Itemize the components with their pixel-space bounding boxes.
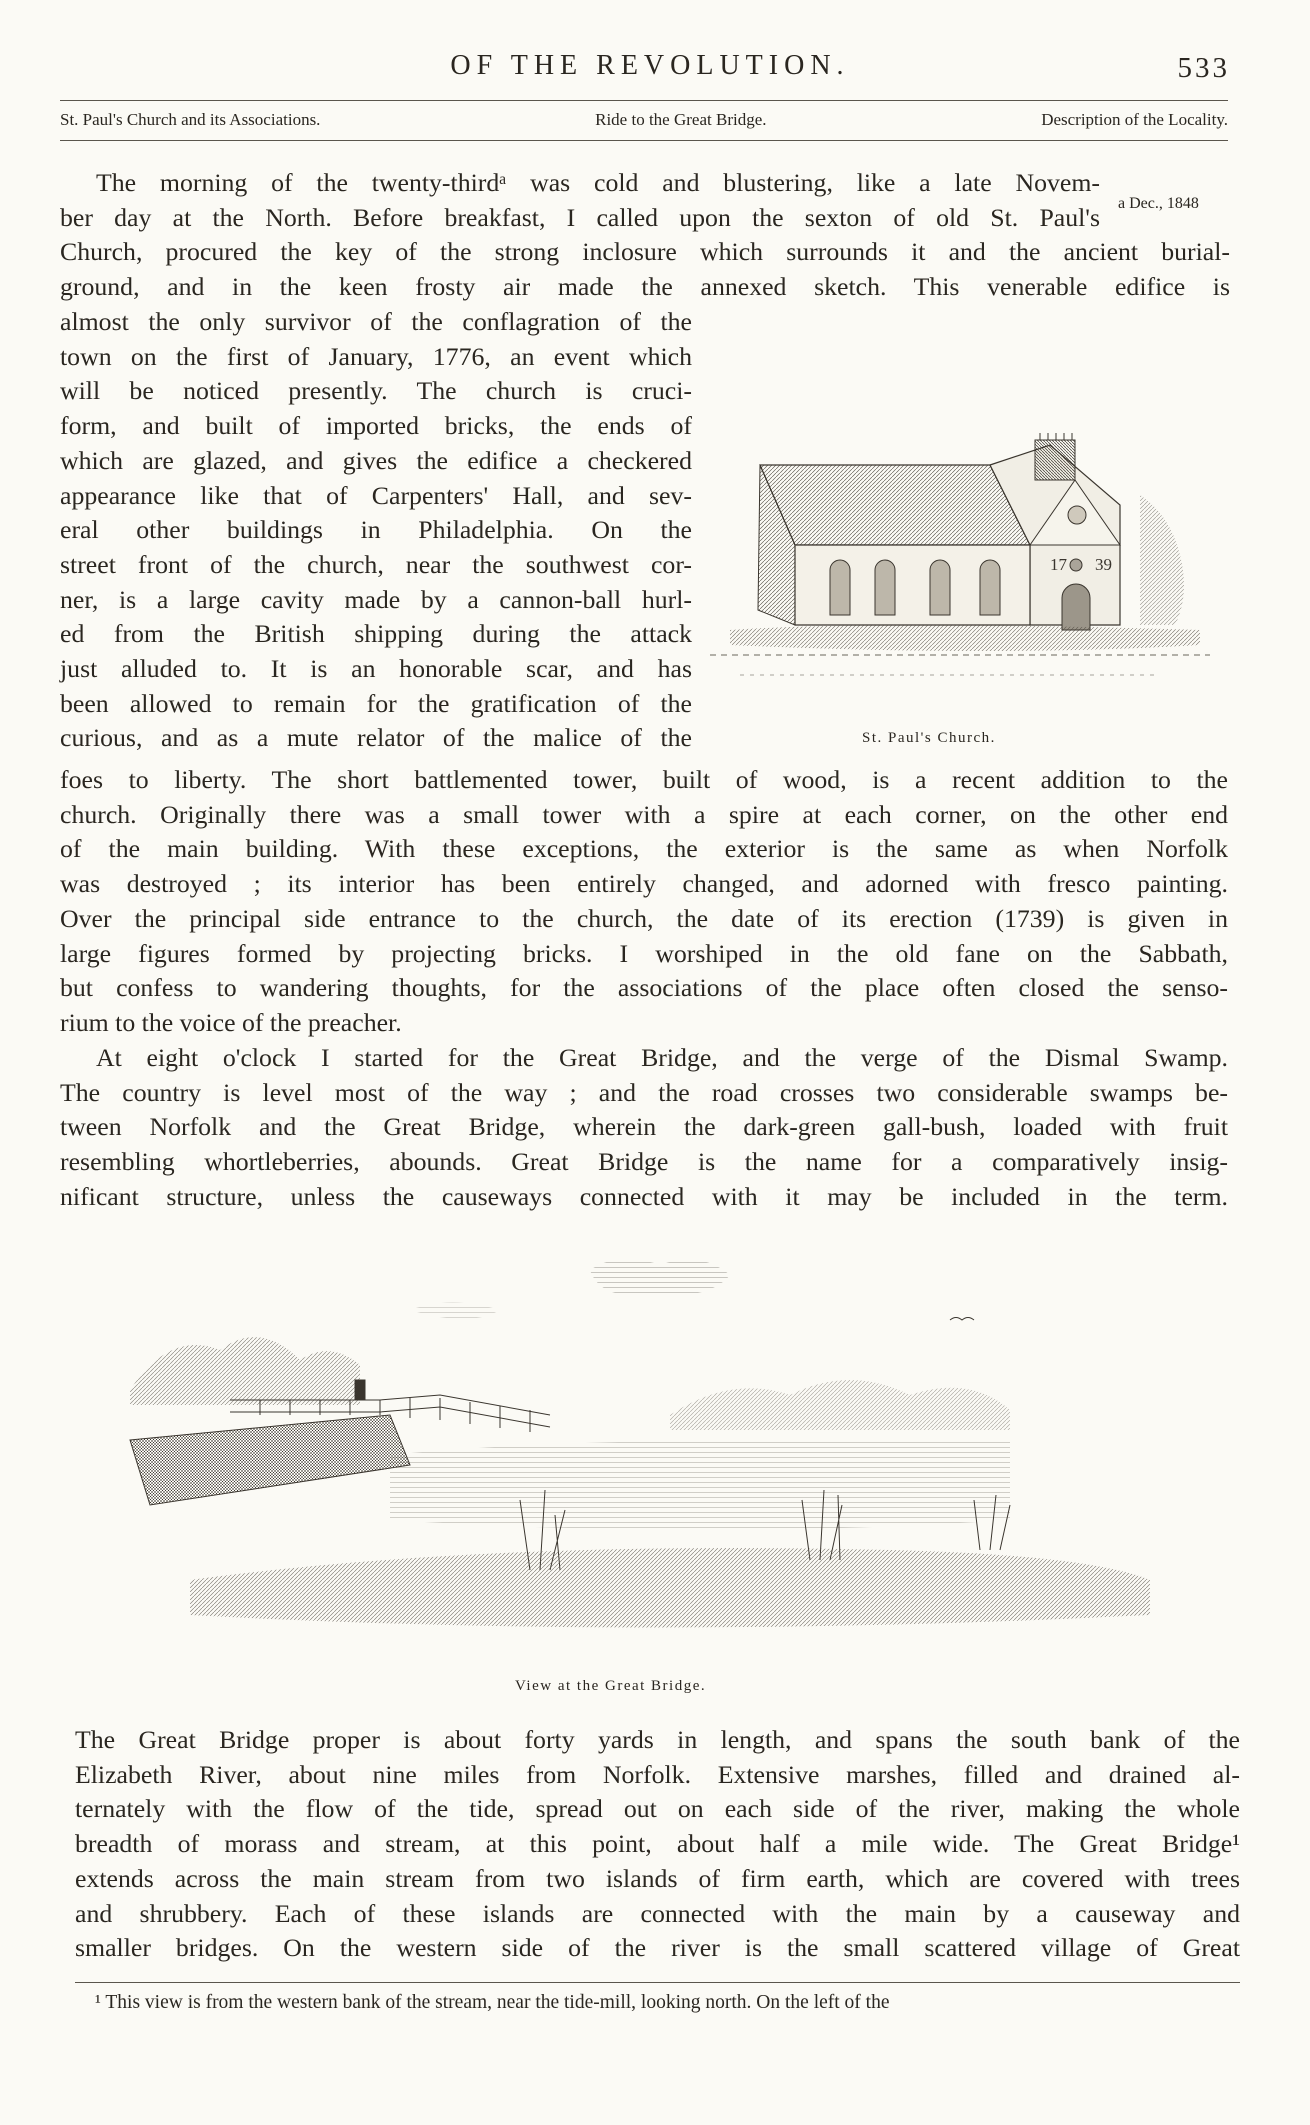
text-line: church. Originally there was a small tower with a spire at each corner, on the other end [60,799,1228,829]
topic-left: St. Paul's Church and its Associations. [60,110,321,129]
text-line: just alluded to. It is an honorable scar, and has [60,654,692,684]
text-line: nificant structure, unless the causeways connected with it may be included in the term. [60,1181,1228,1211]
cloud-icon [590,1259,730,1296]
bridge-caption: View at the Great Bridge. [515,1678,707,1694]
tree-right-icon [1140,495,1184,625]
text-line: and shrubbery. Each of these islands are connected with the main by a causeway and [75,1898,1240,1928]
text-line: ner, is a large cavity made by a cannon-ball hurl- [60,584,692,614]
church-date-right: 39 [1095,555,1112,574]
text-line: will be noticed presently. The church is cruci- [60,376,692,406]
header-rule-top [60,100,1228,101]
church-engraving-svg [700,385,1220,725]
text-line: Elizabeth River, about nine miles from Norfolk. Extensive marshes, filled and drained al- [75,1759,1240,1789]
paragraph-1-continued [60,763,1228,1041]
text-line: Church, procured the key of the strong inclosure which surrounds it and the ancient burial- [60,237,1230,267]
margin-note: a Dec., 1848 [1118,195,1199,212]
text-line: form, and built of imported bricks, the ends of [60,411,692,441]
great-bridge-illustration [110,1240,1190,1670]
bird-icon [950,1318,974,1321]
church-caption: St. Paul's Church. [862,730,996,746]
footnote: ¹ This view is from the western bank of the stream, near the tide-mill, looking north. On the left of the [95,1992,890,2013]
paragraph-3 [75,1723,1240,1966]
topic-subheads [60,110,1228,130]
text-line: smaller bridges. On the western side of the river is the small scattered village of Great [75,1933,1240,1963]
text-line: The morning of the twenty-thirdᵃ was cold and blustering, like a late Novem- [96,168,1100,197]
text-line: resembling whortleberries, abounds. Great Bridge is the name for a comparatively insig- [60,1147,1228,1177]
text-line: At eight o'clock I started for the Great Bridge, and the verge of the Dismal Swamp. [96,1043,1228,1072]
paragraph-1-opening [60,166,1230,305]
causeway-icon [130,1415,410,1505]
trees-right-icon [670,1380,1010,1430]
text-line: almost the only survivor of the conflagration of the [60,307,692,336]
text-line: town on the first of January, 1776, an event which [60,341,692,371]
paragraph-2 [60,1041,1228,1215]
river-icon [390,1439,1010,1530]
paragraph-1-wrap [60,305,692,756]
text-line: which are glazed, and gives the edifice a checkered [60,445,692,475]
footnote-rule [75,1982,1240,1983]
text-line: large figures formed by projecting bricks. I worshiped in the old fane on the Sabbath, [60,938,1228,968]
text-line: appearance like that of Carpenters' Hall, and sev- [60,480,692,510]
page-number: 533 [1177,52,1230,84]
text-line: ground, and in the keen frosty air made the annexed sketch. This venerable edifice is [60,272,1230,302]
running-title: OF THE REVOLUTION. [450,50,850,81]
topic-center: Ride to the Great Bridge. [595,110,767,129]
trees-left-icon [130,1337,360,1405]
text-line: The Great Bridge proper is about forty yards in length, and spans the south bank of the [75,1725,1240,1754]
text-line: ed from the British shipping during the attack [60,619,692,649]
text-line: but confess to wandering thoughts, for the associations of the place often closed the senso- [60,973,1228,1003]
text-line: breadth of morass and stream, at this point, about half a mile wide. The Great Bridge¹ [75,1829,1240,1859]
text-line: was destroyed ; its interior has been entirely changed, and adorned with fresco painting. [60,869,1228,899]
text-line: been allowed to remain for the gratification of the [60,688,692,718]
bridge-engraving-svg [110,1240,1190,1670]
foreground-bank-icon [190,1548,1150,1628]
text-line: curious, and as a mute relator of the malice of the [60,723,692,753]
text-line: of the main building. With these exceptions, the exterior is the same as when Norfolk [60,834,1228,864]
text-line: street front of the church, near the southwest cor- [60,549,692,579]
text-line: ber day at the North. Before breakfast, I called upon the sexton of old St. Paul's [60,202,1100,232]
text-line: The country is level most of the way ; and the road crosses two considerable swamps be- [60,1077,1228,1107]
text-line: foes to liberty. The short battlemented tower, built of wood, is a recent addition to the [60,765,1228,794]
church-illustration [700,385,1220,725]
text-line: tween Norfolk and the Great Bridge, wherein the dark-green gall-bush, loaded with fruit [60,1112,1228,1142]
header-rule-bottom [60,140,1228,141]
church-date-left: 17 [1050,555,1067,574]
text-line: ternately with the flow of the tide, spread out on each side of the river, making the whole [75,1794,1240,1824]
text-line: rium to the voice of the preacher. [60,1007,402,1037]
topic-right: Description of the Locality. [1041,110,1228,129]
text-line: Over the principal side entrance to the church, the date of its erection (1739) is given in [60,903,1228,933]
text-line: eral other buildings in Philadelphia. On the [60,515,692,545]
text-line: extends across the main stream from two islands of firm earth, which are covered with trees [75,1863,1240,1893]
